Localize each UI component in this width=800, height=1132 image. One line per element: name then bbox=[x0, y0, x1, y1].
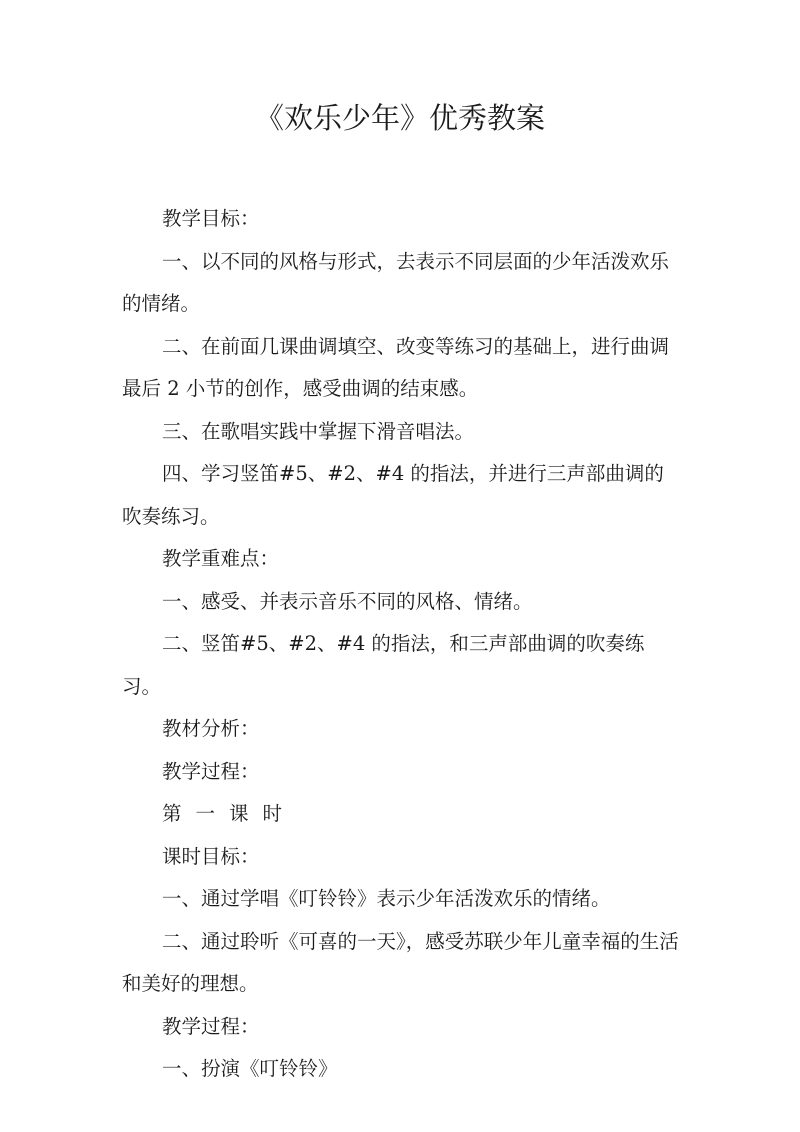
paragraph-objective-2: 二、在前面几课曲调填空、改变等练习的基础上，进行曲调最后 2 小节的创作，感受曲调的结束感。 bbox=[122, 334, 670, 400]
paragraph-lesson-objectives-heading: 课时目标： bbox=[162, 844, 260, 868]
paragraph-objective-4: 四、学习竖笛#5、#2、#4 的指法，并进行三声部曲调的吹奏练习。 bbox=[122, 462, 664, 528]
paragraph-objective-3: 三、在歌唱实践中掌握下滑音唱法。 bbox=[162, 419, 475, 443]
paragraph-key-point-1: 一、感受、并表示音乐不同的风格、情绪。 bbox=[162, 589, 533, 613]
paragraph-objective-1: 一、以不同的风格与形式，去表示不同层面的少年活泼欢乐的情绪。 bbox=[122, 249, 670, 315]
paragraph-lesson-objective-2: 二、通过聆听《可喜的一天》，感受苏联少年儿童幸福的生活和美好的理想。 bbox=[122, 929, 679, 995]
paragraph-lesson-objective-1: 一、通过学唱《叮铃铃》表示少年活泼欢乐的情绪。 bbox=[162, 887, 611, 910]
paragraph-process-step-1: 一、扮演《叮铃铃》 bbox=[162, 1057, 338, 1080]
paragraph-lesson-one-heading: 第一课时 bbox=[162, 802, 297, 825]
document-body bbox=[122, 198, 682, 1091]
paragraph-material-analysis-heading: 教材分析： bbox=[162, 717, 260, 740]
paragraph-teaching-process-heading: 教学过程： bbox=[162, 759, 260, 783]
paragraph-key-points-heading: 教学重难点： bbox=[162, 547, 280, 570]
paragraph-teaching-objectives-heading: 教学目标： bbox=[162, 207, 260, 230]
document-title: 《欢乐少年》优秀教案 bbox=[254, 101, 545, 135]
paragraph-key-point-2: 二、竖笛#5、#2、#4 的指法，和三声部曲调的吹奏练习。 bbox=[122, 632, 645, 698]
paragraph-lesson-process-heading: 教学过程： bbox=[162, 1014, 260, 1038]
